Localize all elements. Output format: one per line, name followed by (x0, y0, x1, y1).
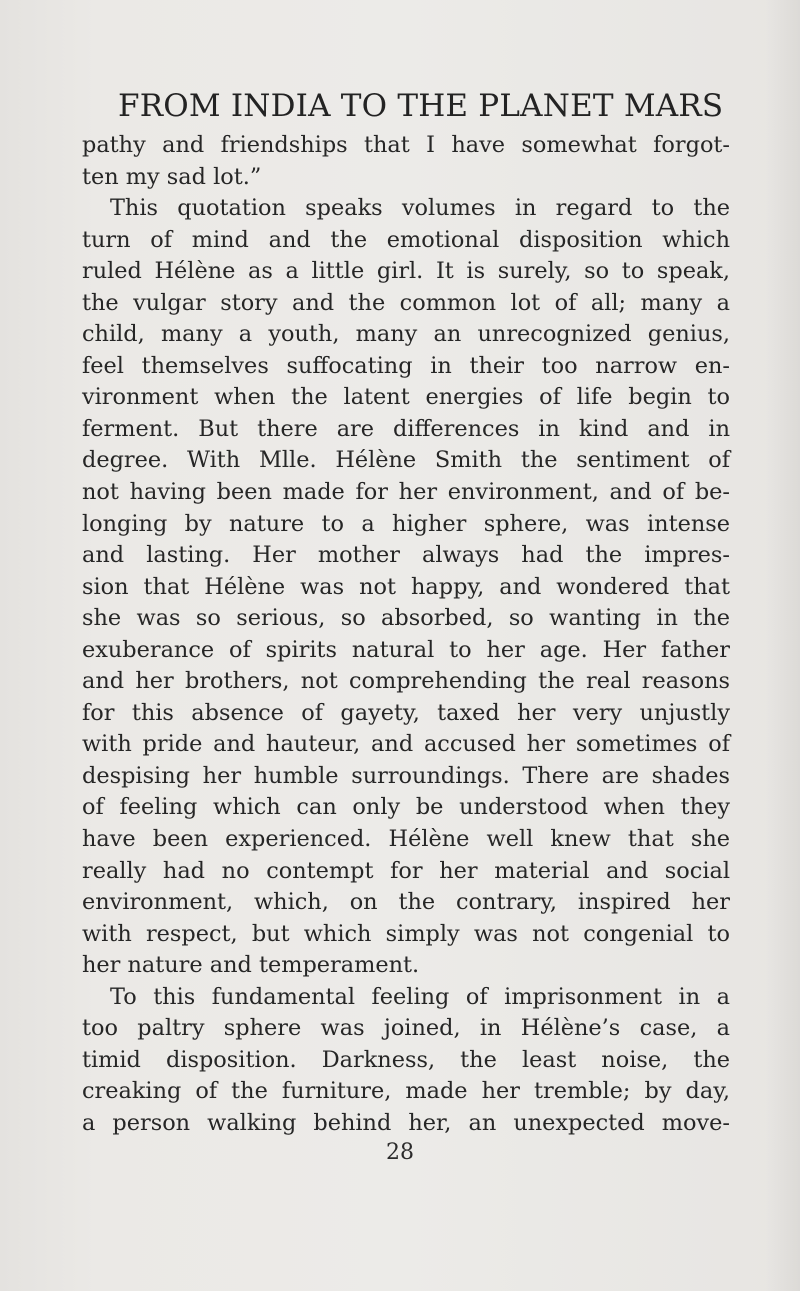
text-line: a person walking behind her, an unexpected move- (82, 1109, 730, 1136)
text-line: ruled Hélène as a little girl. It is surely, so to speak, (82, 258, 730, 285)
text-line: exuberance of spirits natural to her age. Her father (82, 636, 730, 663)
text-line: longing by nature to a higher sphere, was intense (82, 510, 730, 537)
text-line: timid disposition. Darkness, the least noise, the (82, 1046, 730, 1073)
text-line: for this absence of gayety, taxed her very unjustly (82, 699, 730, 726)
text-line: really had no contempt for her material and social (82, 857, 730, 884)
text-line: sion that Hélène was not happy, and wondered that (82, 573, 730, 600)
text-line: To this fundamental feeling of imprisonment in a (110, 983, 730, 1010)
text-line: too paltry sphere was joined, in Hélène’s case, a (82, 1015, 730, 1042)
text-line: with pride and hauteur, and accused her sometimes of (82, 731, 730, 758)
page-number: 28 (386, 1140, 414, 1165)
text-line: This quotation speaks volumes in regard to the (110, 195, 730, 222)
text-line: ferment. But there are differences in kind and in (82, 415, 730, 442)
text-line: vironment when the latent energies of life begin to (82, 384, 730, 411)
text-line: the vulgar story and the common lot of all; many a (82, 289, 730, 316)
page-edge-shadow (766, 0, 800, 1291)
body-text (82, 130, 730, 1140)
text-line: turn of mind and the emotional disposition which (82, 226, 730, 253)
text-line: she was so serious, so absorbed, so wanting in the (82, 605, 730, 632)
text-line: feel themselves suffocating in their too narrow en- (82, 352, 730, 379)
text-line: and her brothers, not comprehending the real reasons (82, 668, 730, 695)
text-line: of feeling which can only be understood when they (82, 794, 730, 821)
text-line: creaking of the furniture, made her tremble; by day, (82, 1078, 730, 1105)
text-line: environment, which, on the contrary, inspired her (82, 889, 730, 916)
text-line: her nature and temperament. (82, 952, 420, 979)
text-line: pathy and friendships that I have somewhat forgot- (82, 132, 730, 158)
running-head: FROM INDIA TO THE PLANET MARS (118, 88, 724, 124)
text-line: ten my sad lot.” (82, 163, 262, 190)
text-line: have been experienced. Hélène well knew that she (82, 826, 730, 853)
text-line: despising her humble surroundings. There are shades (82, 762, 730, 789)
text-line: not having been made for her environment, and of be- (82, 479, 730, 506)
text-line: and lasting. Her mother always had the impres- (82, 542, 730, 569)
text-line: with respect, but which simply was not congenial to (82, 920, 730, 947)
text-line: degree. With Mlle. Hélène Smith the sentiment of (82, 447, 730, 474)
text-line: child, many a youth, many an unrecognized genius, (82, 321, 730, 348)
